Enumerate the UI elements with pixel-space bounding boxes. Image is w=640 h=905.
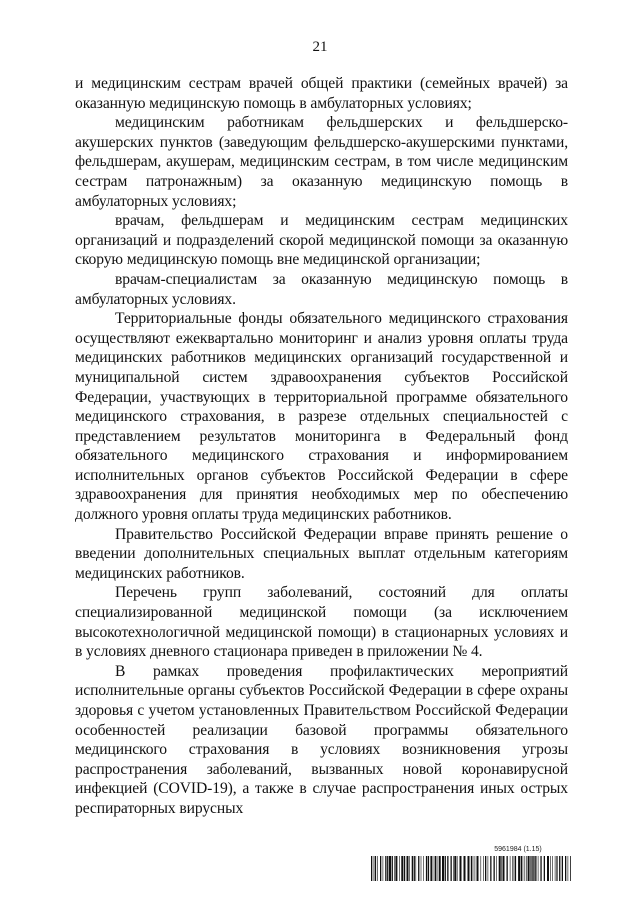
barcode-bar	[421, 856, 422, 881]
barcode-bar	[447, 856, 448, 881]
page-number: 21	[312, 39, 328, 55]
barcode-bar	[430, 856, 432, 881]
barcode-bar	[394, 856, 395, 881]
barcode-bar	[557, 856, 558, 881]
barcode-bar	[518, 856, 520, 881]
barcode-bar	[428, 856, 429, 881]
barcode-bar	[533, 856, 534, 881]
barcode-bar	[475, 856, 476, 881]
barcode-bar	[374, 856, 375, 881]
barcode-bar	[442, 856, 444, 881]
barcode-bar	[457, 856, 458, 881]
barcode-bar	[512, 856, 513, 881]
barcode-bar	[404, 856, 405, 881]
barcode-bar	[387, 856, 388, 881]
barcode-bar	[385, 856, 386, 881]
paragraph-4: врачам-специалистам за оказанную медицинскую помощь в амбулаторных условиях.	[75, 270, 568, 308]
barcode-bar	[416, 856, 417, 881]
barcode-bar	[414, 856, 415, 881]
barcode-bar	[468, 856, 470, 881]
barcode-bar	[521, 856, 522, 881]
paragraph-2: медицинским работникам фельдшерских и фельдшерско-акушерских пунктов (заведующим фельдшерско-акушерскими пунктами, фельдшерам, акушерам, медицинским сестрам, в том числе медицинским сестрам патронажным) за оказанную медицинскую помощь в амбулаторных условиях;	[75, 114, 568, 210]
barcode-bar	[515, 856, 516, 881]
barcode-bar	[550, 856, 551, 881]
barcode-bar	[552, 856, 553, 881]
barcode-bar	[423, 856, 424, 881]
barcode-bar	[555, 856, 556, 881]
paragraph-3: врачам, фельдшерам и медицинским сестрам медицинских организаций и подразделений скорой медицинской помощи за оказанную скорую медицинскую помощь вне медицинской организации;	[75, 212, 568, 269]
paragraph-5: Территориальные фонды обязательного медицинского страхования осуществляют ежеквартально мониторинг и анализ уровня оплаты труда медицинских работников медицинских организаций государственной и муниципальной систем здравоохранения субъектов Российской Федерации, участвующих в территориальной программе обязательного медицинского страхования, в разрезе отдельных специальностей с представлением результатов мониторинга в Федеральный фонд обязательного медицинского страхования и информированием исполнительных органов субъектов Российской Федерации в сфере здравоохранения для принятия необходимых мер по обеспечению должного уровня оплаты труда медицинских работников.	[75, 310, 568, 524]
barcode-bar	[477, 856, 479, 881]
barcode-bar	[377, 856, 378, 881]
barcode-bar	[426, 856, 427, 881]
barcode-bar	[401, 856, 403, 881]
barcode-bar	[490, 856, 491, 881]
barcode-bar	[528, 856, 530, 881]
barcode-bar	[412, 856, 413, 881]
barcode-bar	[488, 856, 489, 881]
barcode-bar	[501, 856, 502, 881]
document-code: 5961984 (1.15)	[494, 846, 542, 853]
barcode-bar	[434, 856, 435, 881]
barcode-bar	[494, 856, 495, 881]
paragraph-6: Правительство Российской Федерации вправе принять решение о введении дополнительных специальных выплат отдельным категориям медицинских работников.	[75, 525, 568, 582]
barcode-bar	[471, 856, 472, 881]
barcode-bar	[562, 856, 563, 881]
barcode-bar	[525, 856, 526, 881]
barcode-bar	[523, 856, 524, 881]
barcode-bar	[380, 856, 381, 881]
barcode-bar	[507, 856, 508, 881]
barcode-bar	[439, 856, 441, 881]
barcode-bar	[451, 856, 452, 881]
barcode-bar	[460, 856, 462, 881]
barcode-bar	[559, 856, 560, 881]
barcode-bar	[538, 856, 539, 881]
barcode-bar	[453, 856, 454, 881]
barcode-bar	[454, 856, 456, 881]
barcode-bar	[526, 856, 527, 881]
barcode-bar	[473, 856, 474, 881]
document-body	[75, 74, 568, 819]
paragraph-8: В рамках проведения профилактических мероприятий исполнительные органы субъектов Российской Федерации в сфере охраны здоровья с учетом установленных Правительством Российской Федерации особенностей реализации базовой программы обязательного медицинского страхования в условиях возникновения угрозы распространения заболеваний, вызванных новой коронавирусной инфекцией (COVID-19), а также в случае распространения иных острых респираторных вирусных	[75, 662, 568, 817]
barcode	[371, 856, 571, 881]
barcode-bar	[399, 856, 400, 881]
barcode-bar	[499, 856, 501, 881]
barcode-bar	[409, 856, 410, 881]
barcode-bar	[464, 856, 466, 881]
barcode-bar	[481, 856, 482, 881]
barcode-bar	[375, 856, 376, 881]
barcode-bar	[544, 856, 545, 881]
barcode-bar	[389, 856, 391, 881]
barcode-bar	[483, 856, 484, 881]
barcode-bar	[485, 856, 486, 881]
barcode-bar	[565, 856, 566, 881]
barcode-bar	[371, 856, 372, 881]
barcode-bar	[435, 856, 436, 881]
barcode-bar	[530, 856, 531, 881]
barcode-bar	[407, 856, 409, 881]
barcode-bar	[514, 856, 515, 881]
barcode-bar	[392, 856, 393, 881]
barcode-bar	[510, 856, 511, 881]
barcode-bar	[570, 856, 571, 881]
barcode-bar	[395, 856, 397, 881]
barcode-bar	[547, 856, 549, 881]
barcode-bar	[556, 856, 557, 881]
barcode-bar	[418, 856, 419, 881]
barcode-bar	[540, 856, 541, 881]
paragraph-1: и медицинским сестрам врачей общей практики (семейных врачей) за оказанную медицинскую помощь в амбулаторных условиях;	[75, 75, 568, 112]
barcode-bar	[503, 856, 505, 881]
barcode-bar	[531, 856, 532, 881]
barcode-bar	[535, 856, 536, 881]
barcode-bar	[445, 856, 446, 881]
barcode-bar	[496, 856, 497, 881]
barcode-bar	[437, 856, 438, 881]
barcode-bar	[568, 856, 569, 881]
paragraph-7: Перечень групп заболеваний, состояний для оплаты специализированной медицинской помощи (за исключением высокотехнологичной медицинской помощи) в стационарных условиях и в условиях дневного стационара приведен в приложении № 4.	[75, 584, 568, 661]
barcode-bar	[383, 856, 384, 881]
